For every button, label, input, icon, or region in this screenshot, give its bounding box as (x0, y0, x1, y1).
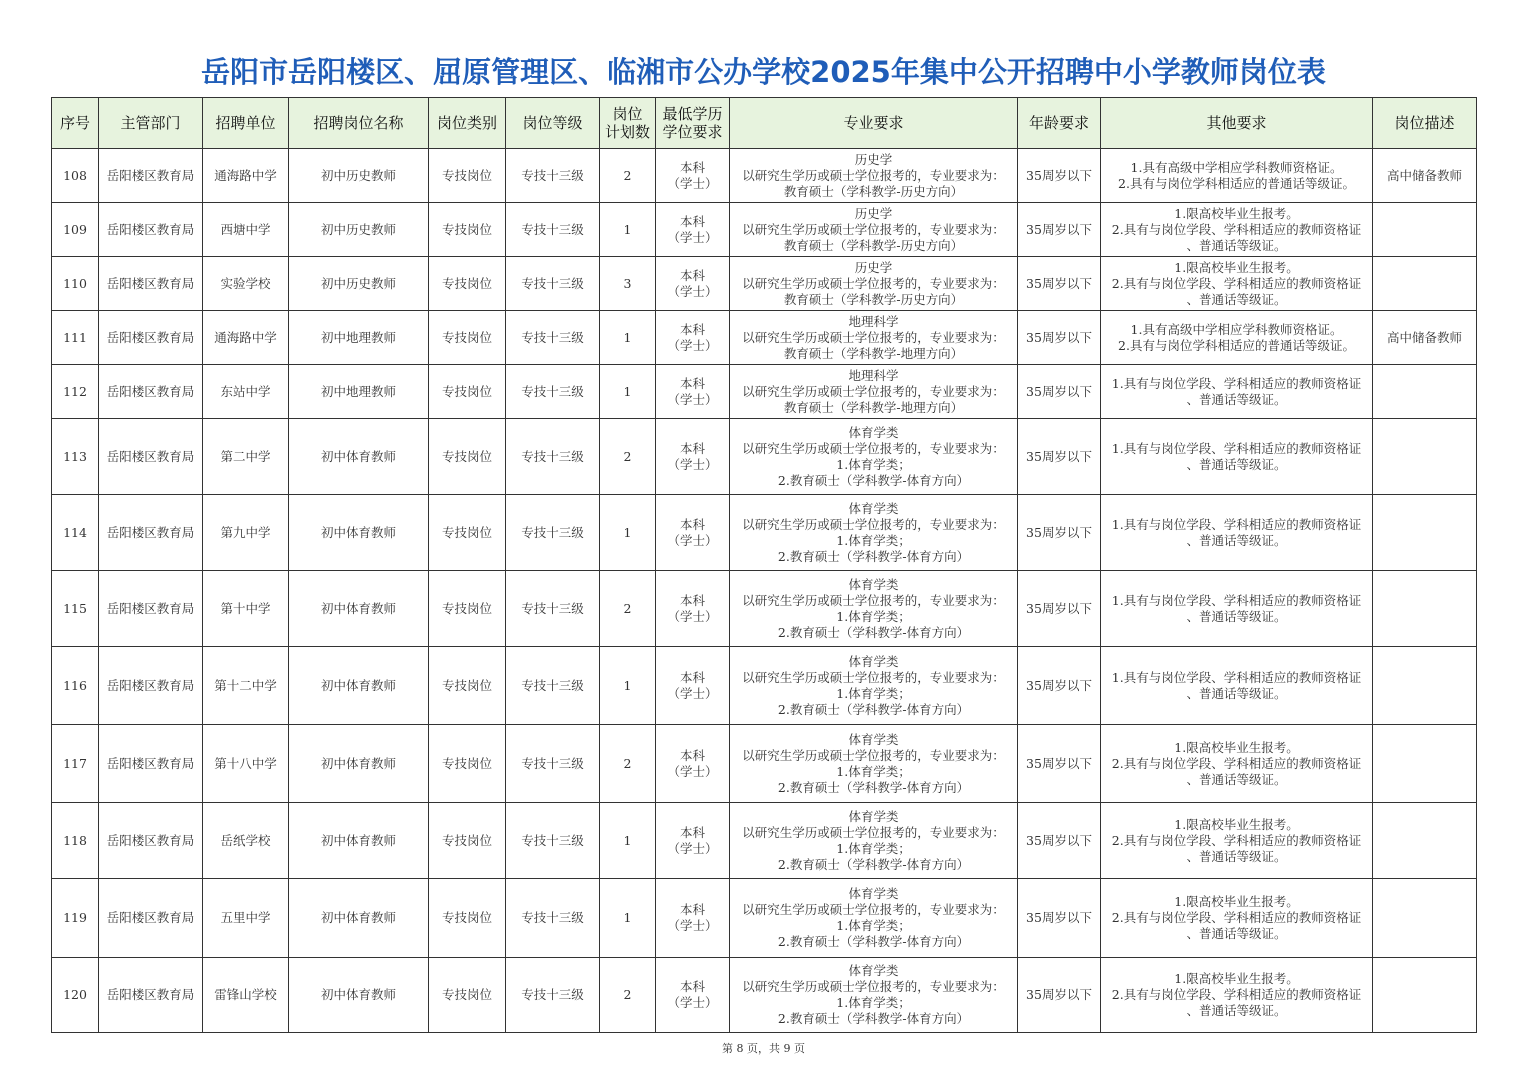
cell-dept: 岳阳楼区教育局 (99, 149, 203, 203)
cell-dept: 岳阳楼区教育局 (99, 419, 203, 495)
cell-major-line: 历史学 (854, 259, 893, 275)
cell-major-line: 以研究生学历或硕士学位报考的，专业要求为： (742, 329, 1005, 345)
cell-unit: 东站中学 (203, 365, 289, 419)
cell-level: 专技十三级 (506, 149, 600, 203)
cell-major-line: 2.教育硕士（学科教学-体育方向） (777, 1011, 970, 1026)
cell-level: 专技十三级 (506, 879, 600, 958)
table-row (52, 803, 1477, 879)
cell-degree-line: 本科 (679, 824, 705, 840)
cell-major-line: 2.教育硕士（学科教学-体育方向） (777, 472, 970, 488)
header-degree-line: 最低学历 (662, 105, 723, 123)
cell-major (730, 419, 1018, 495)
cell-other-line: 1.限高校毕业生报考。 (1174, 816, 1299, 832)
cell-age: 35周岁以下 (1018, 803, 1101, 879)
cell-degree-line: （学士） (667, 456, 718, 472)
cell-post: 初中体育教师 (289, 725, 429, 803)
cell-other-line: 、普通话等级证。 (1186, 685, 1287, 701)
header-plan-line: 岗位 (612, 105, 643, 123)
cell-age: 35周岁以下 (1018, 203, 1101, 257)
cell-seq: 115 (52, 571, 99, 647)
cell-other-line: 2.具有与岗位学段、学科相适应的教师资格证 (1111, 755, 1362, 771)
cell-plan: 2 (600, 725, 656, 803)
cell-major-line: 历史学 (854, 205, 893, 221)
cell-age: 35周岁以下 (1018, 311, 1101, 365)
cell-other-line: 2.具有与岗位学段、学科相适应的教师资格证 (1111, 221, 1362, 237)
cell-other (1101, 495, 1373, 571)
header-unit: 招聘单位 (203, 98, 289, 149)
cell-unit: 第十中学 (203, 571, 289, 647)
cell-major-line: 以研究生学历或硕士学位报考的，专业要求为： (742, 669, 1005, 685)
cell-major-line: 以研究生学历或硕士学位报考的，专业要求为： (742, 592, 1005, 608)
cell-degree (656, 725, 730, 803)
cell-degree-line: 本科 (679, 159, 705, 175)
cell-degree (656, 257, 730, 311)
cell-type: 专技岗位 (429, 647, 506, 725)
cell-major-line: 以研究生学历或硕士学位报考的，专业要求为： (742, 221, 1005, 237)
cell-degree-line: 本科 (679, 440, 705, 456)
cell-degree-line: （学士） (667, 995, 718, 1010)
header-degree (656, 98, 730, 149)
cell-other-line: 1.具有与岗位学段、学科相适应的教师资格证 (1111, 592, 1362, 608)
cell-type: 专技岗位 (429, 958, 506, 1033)
cell-degree-line: （学士） (667, 337, 718, 353)
page-title: 岳阳市岳阳楼区、屈原管理区、临湘市公办学校2025年集中公开招聘中小学教师岗位表 (201, 55, 1326, 89)
cell-other-line: 、普通话等级证。 (1186, 771, 1287, 787)
cell-major (730, 311, 1018, 365)
cell-major-line: 体育学类 (848, 653, 899, 669)
cell-age: 35周岁以下 (1018, 495, 1101, 571)
cell-level: 专技十三级 (506, 419, 600, 495)
cell-major-line: 1.体育学类； (836, 685, 911, 701)
header-post: 招聘岗位名称 (289, 98, 429, 149)
cell-major-line: 教育硕士（学科教学-历史方向） (783, 183, 964, 199)
table-row (52, 725, 1477, 803)
cell-age: 35周岁以下 (1018, 419, 1101, 495)
cell-unit: 通海路中学 (203, 311, 289, 365)
cell-dept: 岳阳楼区教育局 (99, 311, 203, 365)
cell-post: 初中地理教师 (289, 311, 429, 365)
cell-major-line: 2.教育硕士（学科教学-体育方向） (777, 934, 970, 949)
header-degree-line: 学位要求 (662, 123, 723, 141)
cell-major (730, 257, 1018, 311)
cell-major-line: 以研究生学历或硕士学位报考的，专业要求为： (742, 979, 1005, 994)
cell-other-line: 、普通话等级证。 (1186, 237, 1287, 253)
cell-other-line: 2.具有与岗位学段、学科相适应的教师资格证 (1111, 987, 1362, 1002)
cell-degree (656, 879, 730, 958)
cell-type: 专技岗位 (429, 203, 506, 257)
cell-other-line: 、普通话等级证。 (1186, 532, 1287, 548)
cell-desc (1373, 647, 1477, 725)
cell-unit: 通海路中学 (203, 149, 289, 203)
cell-degree (656, 311, 730, 365)
table-row (52, 149, 1477, 203)
cell-major-line: 以研究生学历或硕士学位报考的，专业要求为： (742, 902, 1005, 917)
cell-degree-line: （学士） (667, 532, 718, 548)
table-row (52, 495, 1477, 571)
cell-dept: 岳阳楼区教育局 (99, 803, 203, 879)
cell-degree-line: 本科 (679, 902, 705, 917)
table-row (52, 365, 1477, 419)
cell-post: 初中体育教师 (289, 958, 429, 1033)
cell-major-line: 体育学类 (848, 886, 899, 901)
header-plan (600, 98, 656, 149)
cell-other-line: 2.具有与岗位学段、学科相适应的教师资格证 (1111, 910, 1362, 925)
cell-post: 初中体育教师 (289, 803, 429, 879)
cell-dept: 岳阳楼区教育局 (99, 203, 203, 257)
cell-major-line: 体育学类 (848, 576, 899, 592)
cell-major-line: 1.体育学类； (836, 995, 911, 1010)
cell-desc (1373, 203, 1477, 257)
cell-post: 初中历史教师 (289, 257, 429, 311)
table-body (52, 149, 1477, 1033)
cell-other-line: 1.具有与岗位学段、学科相适应的教师资格证 (1111, 669, 1362, 685)
cell-other-line: 2.具有与岗位学段、学科相适应的教师资格证 (1111, 832, 1362, 848)
cell-plan: 2 (600, 958, 656, 1033)
cell-dept: 岳阳楼区教育局 (99, 571, 203, 647)
cell-other-line: 1.具有高级中学相应学科教师资格证。 (1130, 159, 1343, 175)
cell-type: 专技岗位 (429, 571, 506, 647)
cell-major-line: 2.教育硕士（学科教学-体育方向） (777, 856, 970, 872)
cell-major-line: 以研究生学历或硕士学位报考的，专业要求为： (742, 516, 1005, 532)
cell-desc (1373, 571, 1477, 647)
cell-major-line: 2.教育硕士（学科教学-体育方向） (777, 701, 970, 717)
cell-other (1101, 725, 1373, 803)
cell-type: 专技岗位 (429, 495, 506, 571)
cell-age: 35周岁以下 (1018, 149, 1101, 203)
cell-major-line: 2.教育硕士（学科教学-体育方向） (777, 624, 970, 640)
cell-degree (656, 647, 730, 725)
cell-major (730, 149, 1018, 203)
table-header-row (52, 98, 1477, 149)
cell-unit: 五里中学 (203, 879, 289, 958)
cell-dept: 岳阳楼区教育局 (99, 647, 203, 725)
cell-level: 专技十三级 (506, 203, 600, 257)
cell-degree-line: 本科 (679, 669, 705, 685)
cell-other (1101, 365, 1373, 419)
cell-type: 专技岗位 (429, 311, 506, 365)
cell-other (1101, 311, 1373, 365)
cell-plan: 1 (600, 803, 656, 879)
cell-plan: 2 (600, 419, 656, 495)
cell-level: 专技十三级 (506, 365, 600, 419)
cell-degree (656, 149, 730, 203)
cell-plan: 1 (600, 365, 656, 419)
cell-other-line: 1.限高校毕业生报考。 (1174, 205, 1299, 221)
cell-unit: 第二中学 (203, 419, 289, 495)
cell-major (730, 495, 1018, 571)
cell-seq: 116 (52, 647, 99, 725)
cell-seq: 108 (52, 149, 99, 203)
cell-major-line: 体育学类 (848, 731, 899, 747)
cell-major-line: 1.体育学类； (836, 918, 911, 933)
cell-seq: 118 (52, 803, 99, 879)
header-dept: 主管部门 (99, 98, 203, 149)
cell-post: 初中体育教师 (289, 879, 429, 958)
cell-dept: 岳阳楼区教育局 (99, 879, 203, 958)
cell-major-line: 以研究生学历或硕士学位报考的，专业要求为： (742, 275, 1005, 291)
header-plan-line: 计划数 (604, 123, 650, 141)
cell-unit: 雷锋山学校 (203, 958, 289, 1033)
table-row (52, 419, 1477, 495)
cell-major-line: 体育学类 (848, 808, 899, 824)
cell-major (730, 803, 1018, 879)
cell-major (730, 365, 1018, 419)
cell-desc (1373, 803, 1477, 879)
cell-age: 35周岁以下 (1018, 725, 1101, 803)
cell-level: 专技十三级 (506, 495, 600, 571)
cell-other-line: 1.限高校毕业生报考。 (1174, 971, 1299, 986)
header-major: 专业要求 (730, 98, 1018, 149)
cell-major-line: 以研究生学历或硕士学位报考的，专业要求为： (742, 383, 1005, 399)
cell-other-line: 、普通话等级证。 (1186, 391, 1287, 407)
cell-major-line: 1.体育学类； (836, 763, 911, 779)
cell-major-line: 历史学 (854, 151, 893, 167)
cell-major-line: 地理科学 (848, 367, 899, 383)
cell-other (1101, 419, 1373, 495)
page-footer: 第 8 页，共 9 页 (722, 1042, 805, 1055)
cell-seq: 113 (52, 419, 99, 495)
cell-level: 专技十三级 (506, 257, 600, 311)
cell-other (1101, 803, 1373, 879)
cell-dept: 岳阳楼区教育局 (99, 257, 203, 311)
table-row (52, 879, 1477, 958)
cell-seq: 120 (52, 958, 99, 1033)
cell-seq: 111 (52, 311, 99, 365)
cell-major-line: 2.教育硕士（学科教学-体育方向） (777, 779, 970, 795)
cell-plan: 1 (600, 495, 656, 571)
cell-major (730, 203, 1018, 257)
cell-degree-line: （学士） (667, 229, 718, 245)
cell-post: 初中体育教师 (289, 495, 429, 571)
cell-type: 专技岗位 (429, 257, 506, 311)
cell-major-line: 以研究生学历或硕士学位报考的，专业要求为： (742, 440, 1005, 456)
cell-unit: 第十八中学 (203, 725, 289, 803)
header-desc: 岗位描述 (1373, 98, 1477, 149)
table-row (52, 203, 1477, 257)
cell-plan: 2 (600, 149, 656, 203)
cell-plan: 3 (600, 257, 656, 311)
cell-dept: 岳阳楼区教育局 (99, 725, 203, 803)
cell-desc (1373, 495, 1477, 571)
cell-degree-line: （学士） (667, 840, 718, 856)
header-type: 岗位类别 (429, 98, 506, 149)
cell-degree-line: （学士） (667, 175, 718, 191)
cell-major-line: 以研究生学历或硕士学位报考的，专业要求为： (742, 747, 1005, 763)
cell-other (1101, 879, 1373, 958)
cell-type: 专技岗位 (429, 725, 506, 803)
cell-post: 初中体育教师 (289, 647, 429, 725)
cell-post: 初中体育教师 (289, 419, 429, 495)
table-row (52, 571, 1477, 647)
cell-plan: 2 (600, 571, 656, 647)
cell-other (1101, 203, 1373, 257)
cell-major-line: 教育硕士（学科教学-地理方向） (783, 345, 964, 361)
cell-degree-line: （学士） (667, 918, 718, 933)
cell-type: 专技岗位 (429, 419, 506, 495)
cell-major-line: 1.体育学类； (836, 456, 911, 472)
cell-seq: 110 (52, 257, 99, 311)
cell-other-line: 1.具有高级中学相应学科教师资格证。 (1130, 321, 1343, 337)
cell-seq: 117 (52, 725, 99, 803)
cell-degree-line: （学士） (667, 283, 718, 299)
cell-age: 35周岁以下 (1018, 647, 1101, 725)
cell-major (730, 571, 1018, 647)
cell-degree (656, 419, 730, 495)
cell-dept: 岳阳楼区教育局 (99, 365, 203, 419)
cell-major-line: 以研究生学历或硕士学位报考的，专业要求为： (742, 824, 1005, 840)
header-level: 岗位等级 (506, 98, 600, 149)
cell-other-line: 、普通话等级证。 (1186, 1003, 1287, 1018)
table-row (52, 647, 1477, 725)
cell-degree-line: 本科 (679, 213, 705, 229)
table-row (52, 257, 1477, 311)
cell-other (1101, 149, 1373, 203)
cell-degree-line: 本科 (679, 979, 705, 994)
cell-plan: 1 (600, 879, 656, 958)
cell-other-line: 、普通话等级证。 (1186, 291, 1287, 307)
cell-dept: 岳阳楼区教育局 (99, 958, 203, 1033)
table-row (52, 958, 1477, 1033)
cell-level: 专技十三级 (506, 725, 600, 803)
cell-unit: 第十二中学 (203, 647, 289, 725)
cell-major-line: 教育硕士（学科教学-历史方向） (783, 237, 964, 253)
cell-level: 专技十三级 (506, 958, 600, 1033)
cell-level: 专技十三级 (506, 571, 600, 647)
cell-degree-line: 本科 (679, 267, 705, 283)
cell-other-line: 1.具有与岗位学段、学科相适应的教师资格证 (1111, 375, 1362, 391)
cell-post: 初中地理教师 (289, 365, 429, 419)
cell-desc: 高中储备教师 (1373, 149, 1477, 203)
cell-post: 初中体育教师 (289, 571, 429, 647)
cell-degree-line: 本科 (679, 747, 705, 763)
cell-major (730, 958, 1018, 1033)
cell-degree-line: 本科 (679, 375, 705, 391)
cell-major (730, 725, 1018, 803)
cell-major-line: 体育学类 (848, 500, 899, 516)
header-other: 其他要求 (1101, 98, 1373, 149)
cell-other-line: 1.具有与岗位学段、学科相适应的教师资格证 (1111, 516, 1362, 532)
cell-age: 35周岁以下 (1018, 879, 1101, 958)
cell-unit: 岳纸学校 (203, 803, 289, 879)
cell-desc (1373, 257, 1477, 311)
cell-other-line: 2.具有与岗位学段、学科相适应的教师资格证 (1111, 275, 1362, 291)
cell-other-line: 1.限高校毕业生报考。 (1174, 894, 1299, 909)
cell-major (730, 647, 1018, 725)
cell-level: 专技十三级 (506, 803, 600, 879)
cell-desc: 高中储备教师 (1373, 311, 1477, 365)
cell-type: 专技岗位 (429, 879, 506, 958)
cell-other-line: 2.具有与岗位学科相适应的普通话等级证。 (1118, 337, 1355, 353)
cell-degree-line: 本科 (679, 516, 705, 532)
cell-unit: 实验学校 (203, 257, 289, 311)
cell-desc (1373, 365, 1477, 419)
cell-degree (656, 571, 730, 647)
cell-seq: 109 (52, 203, 99, 257)
cell-desc (1373, 879, 1477, 958)
cell-type: 专技岗位 (429, 149, 506, 203)
cell-level: 专技十三级 (506, 647, 600, 725)
recruitment-table (51, 97, 1477, 1033)
cell-other-line: 2.具有与岗位学科相适应的普通话等级证。 (1118, 175, 1355, 191)
cell-seq: 119 (52, 879, 99, 958)
cell-other-line: 1.限高校毕业生报考。 (1174, 259, 1299, 275)
cell-desc (1373, 419, 1477, 495)
cell-degree-line: （学士） (667, 391, 718, 407)
table-row (52, 311, 1477, 365)
cell-other (1101, 257, 1373, 311)
cell-other-line: 、普通话等级证。 (1186, 848, 1287, 864)
cell-other-line: 、普通话等级证。 (1186, 608, 1287, 624)
cell-level: 专技十三级 (506, 311, 600, 365)
cell-degree-line: 本科 (679, 592, 705, 608)
cell-type: 专技岗位 (429, 803, 506, 879)
cell-desc (1373, 958, 1477, 1033)
cell-desc (1373, 725, 1477, 803)
cell-post: 初中历史教师 (289, 149, 429, 203)
cell-other (1101, 958, 1373, 1033)
cell-major-line: 以研究生学历或硕士学位报考的，专业要求为： (742, 167, 1005, 183)
cell-major-line: 教育硕士（学科教学-地理方向） (783, 399, 964, 415)
cell-type: 专技岗位 (429, 365, 506, 419)
cell-post: 初中历史教师 (289, 203, 429, 257)
cell-degree (656, 203, 730, 257)
cell-other (1101, 647, 1373, 725)
header-seq: 序号 (52, 98, 99, 149)
cell-degree (656, 803, 730, 879)
cell-age: 35周岁以下 (1018, 365, 1101, 419)
cell-seq: 112 (52, 365, 99, 419)
cell-major-line: 地理科学 (848, 313, 899, 329)
cell-major-line: 体育学类 (848, 424, 899, 440)
cell-major-line: 教育硕士（学科教学-历史方向） (783, 291, 964, 307)
cell-plan: 1 (600, 647, 656, 725)
cell-other (1101, 571, 1373, 647)
cell-degree (656, 958, 730, 1033)
cell-seq: 114 (52, 495, 99, 571)
cell-degree (656, 495, 730, 571)
cell-major-line: 2.教育硕士（学科教学-体育方向） (777, 548, 970, 564)
cell-other-line: 、普通话等级证。 (1186, 926, 1287, 941)
cell-plan: 1 (600, 311, 656, 365)
cell-other-line: 、普通话等级证。 (1186, 456, 1287, 472)
cell-other-line: 1.具有与岗位学段、学科相适应的教师资格证 (1111, 440, 1362, 456)
cell-age: 35周岁以下 (1018, 958, 1101, 1033)
cell-degree-line: 本科 (679, 321, 705, 337)
header-age: 年龄要求 (1018, 98, 1101, 149)
cell-dept: 岳阳楼区教育局 (99, 495, 203, 571)
cell-unit: 第九中学 (203, 495, 289, 571)
cell-degree-line: （学士） (667, 763, 718, 779)
cell-major-line: 1.体育学类； (836, 532, 911, 548)
cell-major (730, 879, 1018, 958)
cell-degree-line: （学士） (667, 608, 718, 624)
cell-major-line: 体育学类 (848, 963, 899, 978)
cell-degree (656, 365, 730, 419)
cell-degree-line: （学士） (667, 685, 718, 701)
cell-other-line: 1.限高校毕业生报考。 (1174, 739, 1299, 755)
cell-major-line: 1.体育学类； (836, 840, 911, 856)
cell-age: 35周岁以下 (1018, 257, 1101, 311)
cell-major-line: 1.体育学类； (836, 608, 911, 624)
cell-age: 35周岁以下 (1018, 571, 1101, 647)
cell-plan: 1 (600, 203, 656, 257)
cell-unit: 西塘中学 (203, 203, 289, 257)
